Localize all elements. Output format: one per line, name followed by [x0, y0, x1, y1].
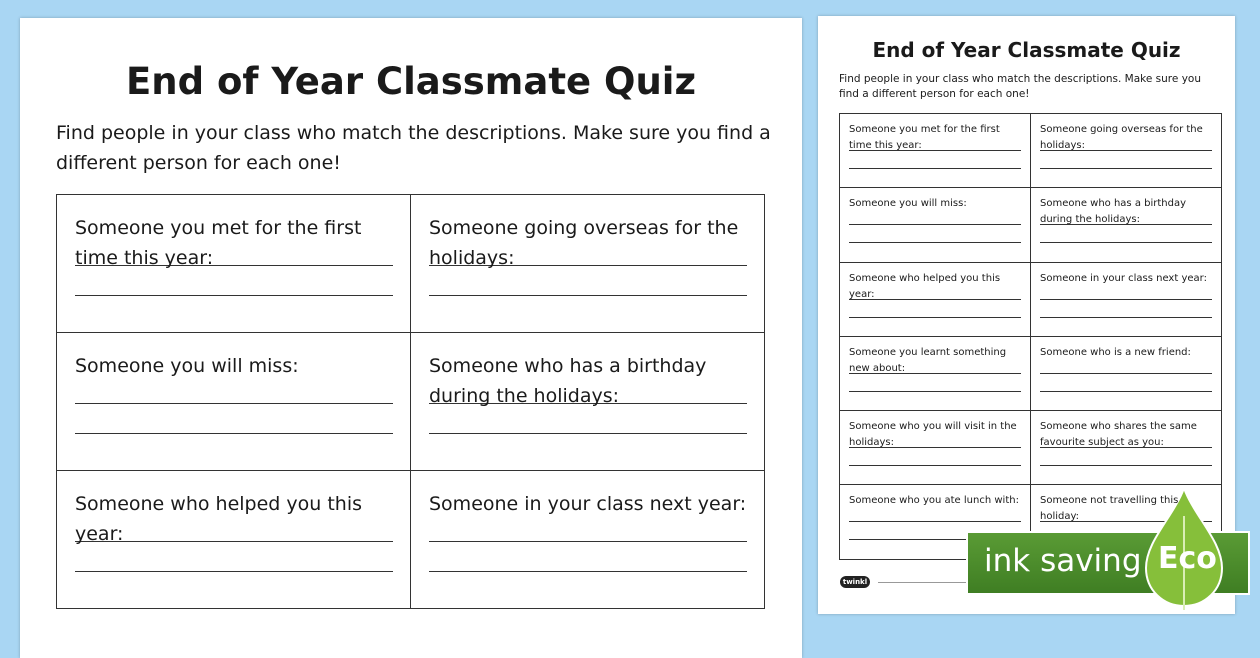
worksheet-preview-small: [818, 16, 1235, 614]
quiz-prompt: Someone not travelling this holiday:: [1040, 495, 1179, 523]
answer-line: [849, 168, 1021, 169]
quiz-cell: [57, 333, 411, 471]
quiz-cell: [840, 263, 1031, 337]
quiz-prompt: Someone going overseas for the holidays:: [1040, 124, 1203, 151]
twinkl-logo: twinkl: [840, 576, 870, 588]
quiz-cell: [57, 471, 411, 609]
answer-line: [75, 433, 393, 434]
quiz-prompt: Someone you met for the first time this year:: [849, 124, 1000, 151]
quiz-cell: [411, 333, 765, 471]
eco-word: Eco: [1158, 541, 1217, 576]
quiz-prompt: Someone who helped you this year:: [849, 272, 1001, 300]
answer-line: [1040, 242, 1212, 243]
ink-saving-label: ink saving: [984, 543, 1142, 579]
worksheet-title: End of Year Classmate Quiz: [125, 60, 696, 103]
quiz-cell: [1031, 337, 1222, 411]
answer-line: [429, 433, 747, 434]
answer-line: [849, 224, 1021, 225]
answer-line: [849, 391, 1021, 392]
quiz-cell: [57, 195, 411, 333]
quiz-cell: [840, 337, 1031, 411]
worksheet-instructions: Find people in your class who match the descriptions. Make sure you find a different person for each one!: [56, 122, 771, 174]
answer-line: [1040, 373, 1212, 374]
quiz-grid-small: [839, 113, 1222, 560]
answer-line: [1040, 465, 1212, 466]
answer-line: [1040, 168, 1212, 169]
quiz-prompt: Someone who shares the same favourite subject as you:: [1040, 421, 1197, 449]
quiz-cell: [411, 195, 765, 333]
quiz-prompt: Someone who you will visit in the holidays:: [849, 421, 1017, 449]
answer-line: [75, 295, 393, 296]
quiz-prompt: Someone in your class next year:: [429, 493, 747, 515]
quiz-cell: [840, 114, 1031, 188]
quiz-cell: [411, 471, 765, 609]
quiz-grid-large: [56, 194, 765, 609]
answer-line: [429, 541, 747, 542]
answer-line: [1040, 317, 1212, 318]
answer-line: [429, 571, 747, 572]
quiz-cell: [840, 411, 1031, 485]
quiz-cell: [840, 188, 1031, 262]
worksheet-instructions-small: Find people in your class who match the descriptions. Make sure you find a different person for each one!: [839, 73, 1201, 100]
quiz-prompt: Someone you will miss:: [849, 198, 967, 210]
quiz-prompt: Someone you met for the first time this year:: [75, 217, 362, 269]
quiz-cell: [1031, 188, 1222, 262]
answer-line: [849, 317, 1021, 318]
quiz-cell: [1031, 263, 1222, 337]
answer-line: [1040, 391, 1212, 392]
quiz-prompt: Someone who has a birthday during the holidays:: [429, 355, 707, 407]
quiz-prompt: Someone you will miss:: [75, 355, 299, 377]
answer-line: [1040, 299, 1212, 300]
worksheet-preview-large: [20, 18, 802, 658]
quiz-prompt: Someone in your class next year:: [1040, 272, 1207, 284]
quiz-prompt: Someone who is a new friend:: [1040, 346, 1191, 358]
quiz-prompt: Someone who helped you this year:: [75, 493, 363, 545]
answer-line: [429, 295, 747, 296]
quiz-prompt: Someone who you ate lunch with:: [849, 495, 1019, 507]
answer-line: [849, 465, 1021, 466]
quiz-prompt: Someone going overseas for the holidays:: [429, 217, 739, 269]
quiz-cell: [1031, 411, 1222, 485]
quiz-cell: [1031, 114, 1222, 188]
answer-line: [75, 571, 393, 572]
quiz-prompt: Someone who has a birthday during the holidays:: [1040, 198, 1187, 226]
answer-line: [849, 242, 1021, 243]
quiz-prompt: Someone you learnt something new about:: [849, 346, 1007, 374]
answer-line: [75, 403, 393, 404]
worksheet-title-small: End of Year Classmate Quiz: [872, 38, 1181, 62]
answer-line: [849, 521, 1021, 522]
